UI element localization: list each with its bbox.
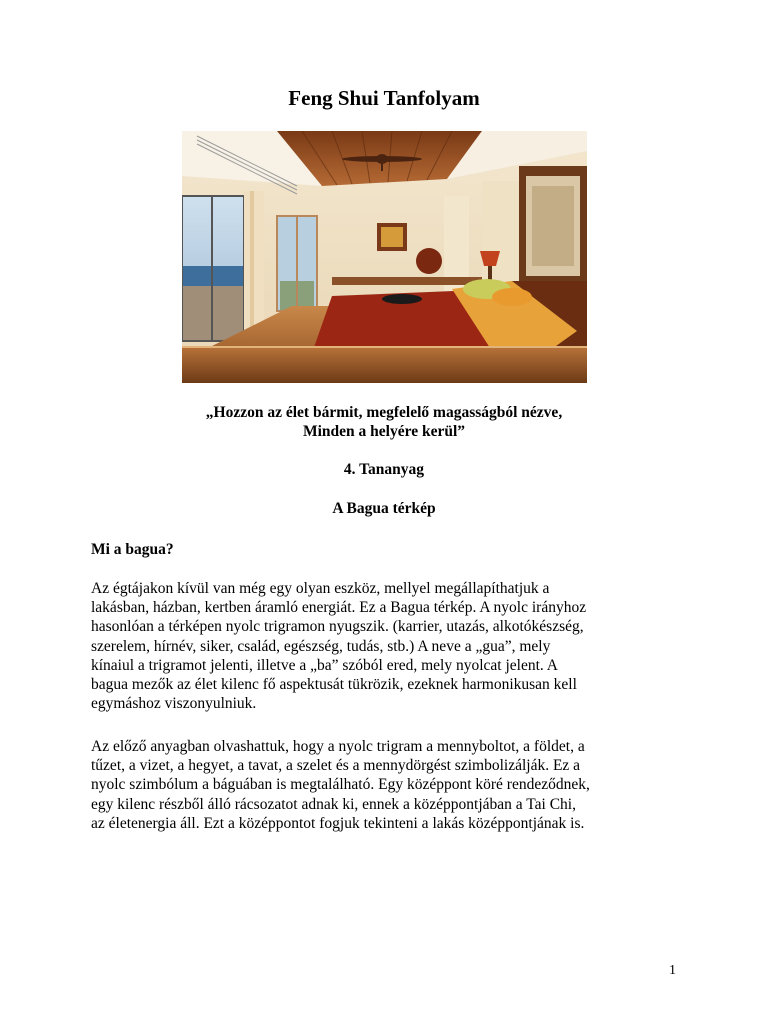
- paragraph-line: egy kilenc részből álló rácsozatot adnak ki, ennek a középpontjában a Tai Chi,: [91, 795, 576, 813]
- lesson-number: 4. Tananyag: [343, 461, 425, 478]
- section-heading: Mi a bagua?: [91, 541, 174, 558]
- paragraph-line: Az égtájakon kívül van még egy olyan eszköz, mellyel megállapíthatjuk a: [91, 580, 550, 597]
- paragraph-line: egymáshoz viszonyulniuk.: [91, 695, 257, 713]
- paragraph-line: lakásban, házban, kertben áramló energiát. Ez a Bagua térkép. A nyolc irányhoz: [91, 599, 587, 617]
- bedroom-photo: [182, 131, 587, 383]
- paragraph-line: hasonlóan a térképen nyolc trigramon nyugszik. (karrier, utazás, alkotókészség,: [91, 618, 584, 636]
- paragraph-line: tűzet, a vizet, a hegyet, a tavat, a szelet és a mennydörgést szimbolizálják. Ez a: [91, 757, 581, 775]
- section-title: A Bagua térkép: [332, 500, 436, 517]
- quote-line-2: Minden a helyére kerül”: [302, 423, 466, 440]
- page-number: 1: [669, 963, 676, 978]
- paragraph-2: [91, 737, 691, 833]
- paragraph-line: kínaiul a trigramot jelenti, illetve a „ba” szóból ered, mely nyolcat jelent. A: [91, 656, 558, 674]
- paragraph-line: Az előző anyagban olvashattuk, hogy a nyolc trigram a mennyboltot, a földet, a: [91, 738, 585, 755]
- paragraph-line: nyolc szimbólum a báguában is megtalálható. Egy középpont köré rendeződnek,: [91, 776, 590, 794]
- paragraph-line: az életenergia áll. Ezt a középpontot fogjuk tekinteni a lakás középpontjának is.: [91, 814, 585, 832]
- document-title: Feng Shui Tanfolyam: [288, 86, 480, 110]
- quote-line-1: „Hozzon az élet bármit, megfelelő magasságból nézve,: [205, 404, 563, 421]
- paragraph-line: bagua mezők az élet kilenc fő aspektusát tükrözik, ezeknek harmonikusan kell: [91, 676, 577, 694]
- paragraph-line: szerelem, hírnév, siker, család, egészség, tudás, stb.) A neve a „gua”, mely: [91, 637, 551, 655]
- quote: [0, 403, 768, 441]
- paragraph-1: [91, 579, 691, 713]
